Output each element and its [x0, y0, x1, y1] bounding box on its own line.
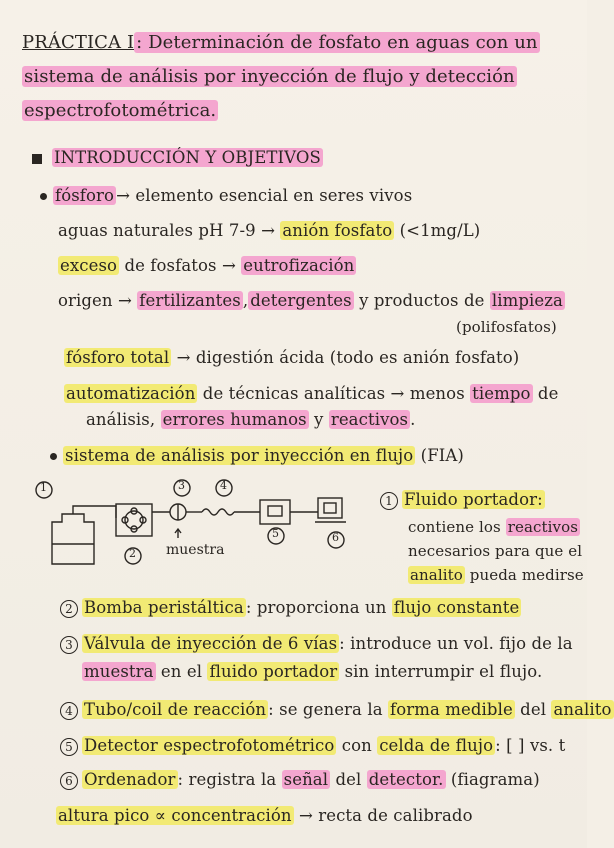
number-circle-icon: 3: [60, 636, 78, 654]
text: (fiagrama): [450, 770, 540, 789]
text: (FIA): [420, 446, 464, 465]
text: Bomba peristáltica: [84, 598, 244, 617]
text: de fosfatos →: [124, 256, 236, 275]
text: anión fosfato: [282, 221, 393, 240]
text: fósforo: [55, 186, 115, 205]
text: de técnicas analíticas → menos: [202, 384, 465, 403]
section-heading: [32, 148, 323, 167]
text: errores humanos: [162, 410, 307, 429]
text: pueda medirse: [469, 566, 584, 584]
intro-line-6: [64, 348, 519, 367]
text: y productos de: [359, 291, 485, 310]
text: Detector espectrofotométrico: [84, 736, 335, 755]
diagram-number: 5: [272, 527, 279, 540]
coil-icon: [202, 509, 234, 515]
text: del: [335, 770, 362, 789]
text: fluido portador: [209, 662, 338, 681]
title-line-3-text: espectrofotométrica.: [24, 100, 217, 121]
text: flujo constante: [393, 598, 520, 617]
text: Válvula de inyección de 6 vías: [84, 634, 338, 653]
text: de: [537, 384, 559, 403]
text: altura pico ∝ concentración: [58, 806, 292, 825]
text: detergentes: [250, 291, 352, 310]
text: señal: [283, 770, 329, 789]
fia-diagram: [32, 478, 372, 570]
text: necesarios para que el: [408, 542, 583, 560]
text: detector.: [368, 770, 444, 789]
text: Tubo/coil de reacción: [84, 700, 267, 719]
text: origen →: [58, 291, 132, 310]
text: reactivos: [507, 518, 579, 536]
text: y: [314, 410, 324, 429]
intro-line-3: [58, 256, 356, 275]
side-note-line-2: [408, 542, 582, 560]
diagram-number: 2: [129, 547, 136, 560]
title-line-1: [22, 32, 540, 53]
side-note-title: [380, 490, 545, 510]
text: fertilizantes: [139, 291, 241, 310]
bullet-icon: [40, 193, 47, 200]
title-practica: PRÁCTICA I: [22, 32, 135, 53]
text: eutrofización: [243, 256, 355, 275]
intro-line-5: [456, 318, 557, 336]
item-2: [60, 598, 521, 618]
intro-line-8: [86, 410, 415, 429]
bullet-icon: [50, 453, 57, 460]
number-circle-icon: 5: [60, 738, 78, 756]
text: (<1mg/L): [399, 221, 481, 240]
text: con: [341, 736, 372, 755]
diagram-number: 4: [220, 479, 227, 492]
square-bullet-icon: [32, 154, 42, 164]
text: Fluido portador:: [404, 490, 543, 509]
intro-line-1: [40, 186, 412, 205]
reservoir-icon: [52, 514, 94, 564]
text: sin interrumpir el flujo.: [344, 662, 543, 681]
text: : [ ] vs. t: [495, 736, 566, 755]
text: : proporciona un: [245, 598, 387, 617]
number-circle-icon: 4: [60, 702, 78, 720]
text: automatización: [66, 384, 196, 403]
intro-line-2: [58, 221, 480, 240]
title-line-3: [22, 100, 218, 121]
title-topic: : Determinación de fosfato en aguas con un: [136, 32, 538, 53]
item-3: [60, 634, 573, 654]
text: contiene los: [408, 518, 501, 536]
section-heading-text: INTRODUCCIÓN Y OBJETIVOS: [54, 148, 321, 167]
text: .: [410, 410, 416, 429]
number-circle-icon: 1: [380, 492, 398, 510]
text: (polifosfatos): [456, 318, 557, 336]
text: exceso: [60, 256, 118, 275]
text: → digestión ácida (todo es anión fosfato): [176, 348, 520, 367]
item-5: [60, 736, 565, 756]
text: → recta de calibrado: [298, 806, 473, 825]
title-line-2: [22, 66, 517, 87]
number-circle-icon: 6: [60, 772, 78, 790]
text: analito: [410, 566, 463, 584]
text: : registra la: [177, 770, 277, 789]
text: aguas naturales pH 7-9 →: [58, 221, 276, 240]
final-line: [56, 806, 473, 825]
text: en el: [160, 662, 203, 681]
side-note-line-3: [408, 566, 584, 584]
side-note-line-1: [408, 518, 580, 536]
text: → elemento esencial en seres vivos: [116, 186, 413, 205]
text: tiempo: [472, 384, 531, 403]
item-6: [60, 770, 540, 790]
text: : introduce un vol. fijo de la: [339, 634, 573, 653]
diagram-number: 6: [332, 531, 339, 544]
fia-line: [50, 446, 464, 465]
text: muestra: [84, 662, 154, 681]
text: forma medible: [390, 700, 513, 719]
diagram-number: 1: [40, 481, 47, 494]
number-circle-icon: 2: [60, 600, 78, 618]
text: analito: [553, 700, 612, 719]
item-4: [60, 700, 614, 720]
intro-line-7: [64, 384, 558, 403]
text: análisis,: [86, 410, 156, 429]
text: limpieza: [491, 291, 563, 310]
text: sistema de análisis por inyección en flujo: [65, 446, 414, 465]
text: celda de flujo: [379, 736, 494, 755]
intro-line-4: [58, 291, 565, 310]
computer-icon: [318, 498, 342, 518]
title-line-2-text: sistema de análisis por inyección de flujo y detección: [24, 66, 515, 87]
text: del: [520, 700, 547, 719]
text: : se genera la: [268, 700, 383, 719]
text: ,: [242, 291, 249, 310]
text: fósforo total: [66, 348, 170, 367]
detector-icon: [260, 500, 290, 524]
text: reactivos: [330, 410, 409, 429]
item-3-cont: [82, 662, 542, 681]
sample-label: muestra: [166, 542, 225, 558]
text: Ordenador: [84, 770, 176, 789]
diagram-number: 3: [178, 479, 185, 492]
